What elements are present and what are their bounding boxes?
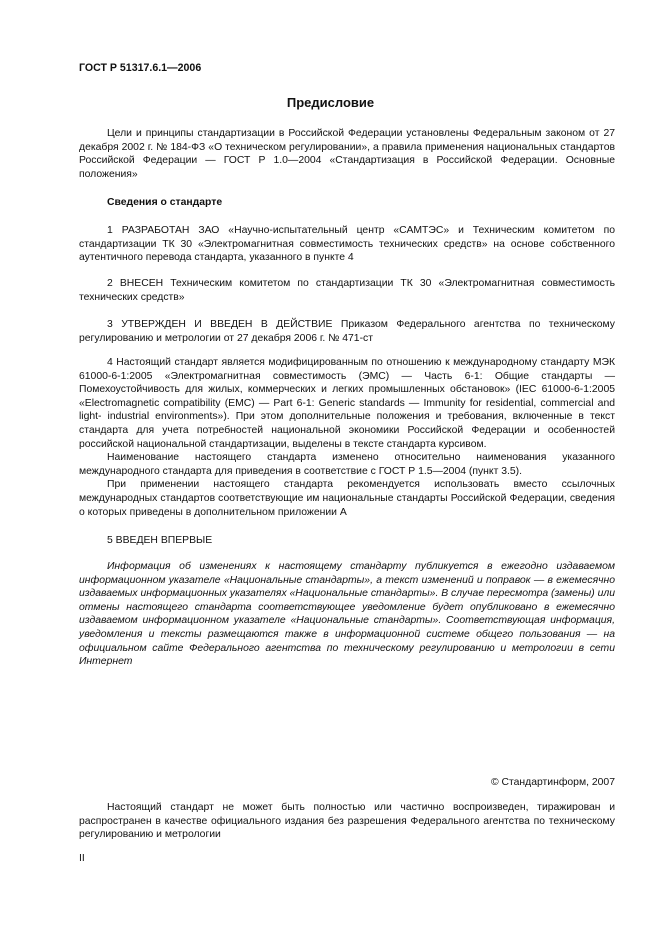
changes-notice: Информация об изменениях к настоящему стандарту публикуется в ежегодно издаваемом информационном указателе «Национальные стандарты», а текст изменений и поправок — в ежемесячно издаваемых информационных указателях «Национальные стандарты». В случае пересмотра (замены) или отмены настоящего стандарта соответствующее уведомление будет опубликовано в ежемесячно издаваемом информационном указателе «Национальные стандарты». Соответствующая информация, уведомления и тексты размещаются также в информационной системе общего пользования — на официальном сайте Федерального агентства по техническому регулированию и метрологии в сети Интернет [79,561,615,668]
document-code: ГОСТ Р 51317.6.1—2006 [79,62,202,74]
section-heading: Сведения о стандарте [107,197,223,208]
item-1-developed: 1 РАЗРАБОТАН ЗАО «Научно-испытательный центр «САМТЭС» и Техническим комитетом по стандартизации ТК 30 «Электромагнитная совместимость технических средств» на основе собственного аутентичного перевода стандарта, указанного в пункте 4 [79,225,615,264]
page-number: II [79,853,85,864]
item-2-introduced: 2 ВНЕСЕН Техническим комитетом по стандартизации ТК 30 «Электромагнитная совместимость технических средств» [79,278,615,303]
intro-paragraph: Цели и принципы стандартизации в Российской Федерации установлены Федеральным законом от 27 декабря 2002 г. № 184-ФЗ «О техническом регулировании», а правила применения национальных стандартов Российской Федерации — ГОСТ Р 1.0—2004 «Стандартизация в Российской Федерации. Основные положения» [79,128,615,180]
reproduction-notice: Настоящий стандарт не может быть полностью или частично воспроизведен, тиражирован и распространен в качестве официального издания без разрешения Федерального агентства по техническому регулированию и метрологии [79,802,615,841]
item-3-approved: 3 УТВЕРЖДЕН И ВВЕДЕН В ДЕЙСТВИЕ Приказом Федерального агентства по техническому регулированию и метрологии от 27 декабря 2006 г. № 471-ст [79,319,615,344]
copyright: © Стандартинформ, 2007 [490,777,615,788]
item-4-paragraph: 4 Настоящий стандарт является модифицированным по отношению к международному стандарту МЭК 61000-6-1:2005 «Электромагнитная совместимость (ЭМС) — Часть 6-1: Общие стандарты — Помехоустойчивость для жилых, коммерческих и легких промышленных обстановок» (IEC 61000-6-1:2005 «Electromagnetic compatibility (EMC) — Part 6-1: Generic standards — Immunity for residential, commercial and light- industrial environments»). При этом дополнительные положения и требования, включенные в текст стандарта для учета потребностей национальной экономики Российской Федерации и особенностей российской национальной стандартизации, выделены в тексте стандарта курсивом. [79,357,615,450]
item-5-first-introduced: 5 ВВЕДЕН ВПЕРВЫЕ [107,535,213,546]
item-4-name-change: Наименование настоящего стандарта изменено относительно наименования указанного международного стандарта для приведения в соответствие с ГОСТ Р 1.5—2004 (пункт 3.5). [79,452,615,477]
page-title: Предисловие [286,95,375,110]
item-4-references: При применении настоящего стандарта рекомендуется использовать вместо ссылочных международных стандартов соответствующие им национальные стандарты Российской Федерации, сведения о которых приведены в дополнительном приложении А [79,479,615,518]
item-4-block [79,356,615,519]
